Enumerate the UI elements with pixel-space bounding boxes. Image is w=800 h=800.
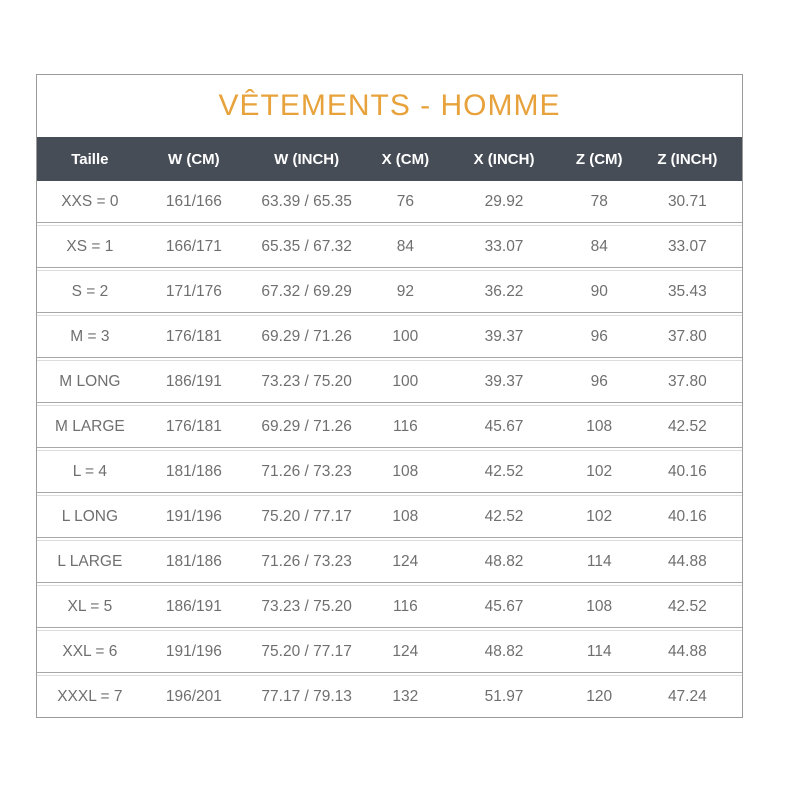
measurement-cell: 37.80 <box>667 327 707 345</box>
column-header: X (INCH) <box>473 150 535 168</box>
table-body <box>37 181 742 717</box>
measurement-cell: 116 <box>392 417 418 435</box>
measurement-cell: 73.23 / 75.20 <box>261 597 352 615</box>
measurement-cell: 161/166 <box>165 192 222 210</box>
measurement-cell: 39.37 <box>484 327 524 345</box>
measurement-cell: 73.23 / 75.20 <box>261 372 352 390</box>
measurement-cell: 42.52 <box>484 507 524 525</box>
measurement-cell: 132 <box>392 687 419 705</box>
measurement-cell: 77.17 / 79.13 <box>261 687 352 705</box>
measurement-cell: 48.82 <box>484 552 524 570</box>
size-label-cell: XXL = 6 <box>62 642 118 660</box>
measurement-cell: 45.67 <box>484 417 524 435</box>
measurement-cell: 100 <box>392 372 419 390</box>
measurement-cell: 78 <box>590 192 608 210</box>
column-header: W (INCH) <box>274 150 340 168</box>
measurement-cell: 171/176 <box>165 282 222 300</box>
measurement-cell: 35.43 <box>667 282 707 300</box>
measurement-cell: 196/201 <box>165 687 222 705</box>
measurement-cell: 186/191 <box>165 372 222 390</box>
size-label-cell: S = 2 <box>71 282 109 300</box>
measurement-cell: 181/186 <box>165 552 222 570</box>
measurement-cell: 37.80 <box>667 372 707 390</box>
measurement-cell: 102 <box>586 507 613 525</box>
measurement-cell: 75.20 / 77.17 <box>261 507 352 525</box>
measurement-cell: 40.16 <box>667 462 707 480</box>
size-label-cell: XXS = 0 <box>61 192 119 210</box>
table-row <box>37 675 742 717</box>
measurement-cell: 92 <box>396 282 414 300</box>
measurement-cell: 191/196 <box>165 507 222 525</box>
measurement-cell: 96 <box>590 327 608 345</box>
measurement-cell: 67.32 / 69.29 <box>261 282 352 300</box>
measurement-cell: 47.24 <box>667 687 707 705</box>
size-label-cell: M = 3 <box>70 327 110 345</box>
column-header: Taille <box>71 150 109 168</box>
measurement-cell: 186/191 <box>165 597 222 615</box>
measurement-cell: 96 <box>590 372 608 390</box>
measurement-cell: 116 <box>392 597 418 615</box>
measurement-cell: 100 <box>392 327 419 345</box>
size-label-cell: XL = 5 <box>67 597 113 615</box>
size-label-cell: XS = 1 <box>66 237 114 255</box>
size-label-cell: M LARGE <box>54 417 125 435</box>
measurement-cell: 30.71 <box>667 192 707 210</box>
measurement-cell: 42.52 <box>667 597 707 615</box>
measurement-cell: 42.52 <box>484 462 524 480</box>
measurement-cell: 166/171 <box>165 237 222 255</box>
measurement-cell: 176/181 <box>165 417 222 435</box>
measurement-cell: 36.22 <box>484 282 524 300</box>
measurement-cell: 51.97 <box>484 687 524 705</box>
table-row <box>37 450 742 493</box>
measurement-cell: 39.37 <box>484 372 524 390</box>
measurement-cell: 108 <box>586 597 613 615</box>
measurement-cell: 33.07 <box>484 237 524 255</box>
measurement-cell: 29.92 <box>484 192 524 210</box>
size-label-cell: XXXL = 7 <box>57 687 123 705</box>
measurement-cell: 84 <box>396 237 414 255</box>
measurement-cell: 63.39 / 65.35 <box>261 192 352 210</box>
column-header: Z (CM) <box>575 150 623 168</box>
measurement-cell: 76 <box>396 192 414 210</box>
title-block <box>37 75 742 137</box>
size-label-cell: L = 4 <box>72 462 108 480</box>
measurement-cell: 33.07 <box>667 237 707 255</box>
table-row <box>37 270 742 313</box>
measurement-cell: 44.88 <box>667 552 707 570</box>
table-row <box>37 315 742 358</box>
measurement-cell: 191/196 <box>165 642 222 660</box>
measurement-cell: 71.26 / 73.23 <box>261 552 352 570</box>
measurement-cell: 181/186 <box>165 462 222 480</box>
measurement-cell: 176/181 <box>165 327 222 345</box>
measurement-cell: 124 <box>392 642 419 660</box>
table-row <box>37 585 742 628</box>
measurement-cell: 102 <box>586 462 613 480</box>
size-label-cell: L LARGE <box>57 552 123 570</box>
measurement-cell: 45.67 <box>484 597 524 615</box>
measurement-cell: 108 <box>392 462 419 480</box>
measurement-cell: 114 <box>586 552 612 570</box>
measurement-cell: 44.88 <box>667 642 707 660</box>
measurement-cell: 108 <box>392 507 419 525</box>
measurement-cell: 90 <box>590 282 608 300</box>
table-row <box>37 360 742 403</box>
table-row <box>37 405 742 448</box>
measurement-cell: 75.20 / 77.17 <box>261 642 352 660</box>
measurement-cell: 65.35 / 67.32 <box>261 237 352 255</box>
table-row <box>37 630 742 673</box>
measurement-cell: 108 <box>586 417 613 435</box>
measurement-cell: 69.29 / 71.26 <box>261 327 352 345</box>
column-header: Z (INCH) <box>657 150 718 168</box>
table-row <box>37 225 742 268</box>
size-label-cell: M LONG <box>59 372 121 390</box>
page-title: VÊTEMENTS - HOMME <box>218 89 561 122</box>
measurement-cell: 69.29 / 71.26 <box>261 417 352 435</box>
measurement-cell: 120 <box>586 687 613 705</box>
measurement-cell: 40.16 <box>667 507 707 525</box>
size-chart-panel <box>36 74 743 718</box>
measurement-cell: 114 <box>586 642 612 660</box>
column-header: W (CM) <box>168 150 220 168</box>
measurement-cell: 124 <box>392 552 419 570</box>
table-header-row <box>37 137 742 181</box>
table-row <box>37 540 742 583</box>
table-row <box>37 495 742 538</box>
column-header: X (CM) <box>381 150 430 168</box>
measurement-cell: 84 <box>590 237 608 255</box>
measurement-cell: 71.26 / 73.23 <box>261 462 352 480</box>
table-row <box>37 181 742 223</box>
measurement-cell: 48.82 <box>484 642 524 660</box>
measurement-cell: 42.52 <box>667 417 707 435</box>
size-label-cell: L LONG <box>61 507 119 525</box>
